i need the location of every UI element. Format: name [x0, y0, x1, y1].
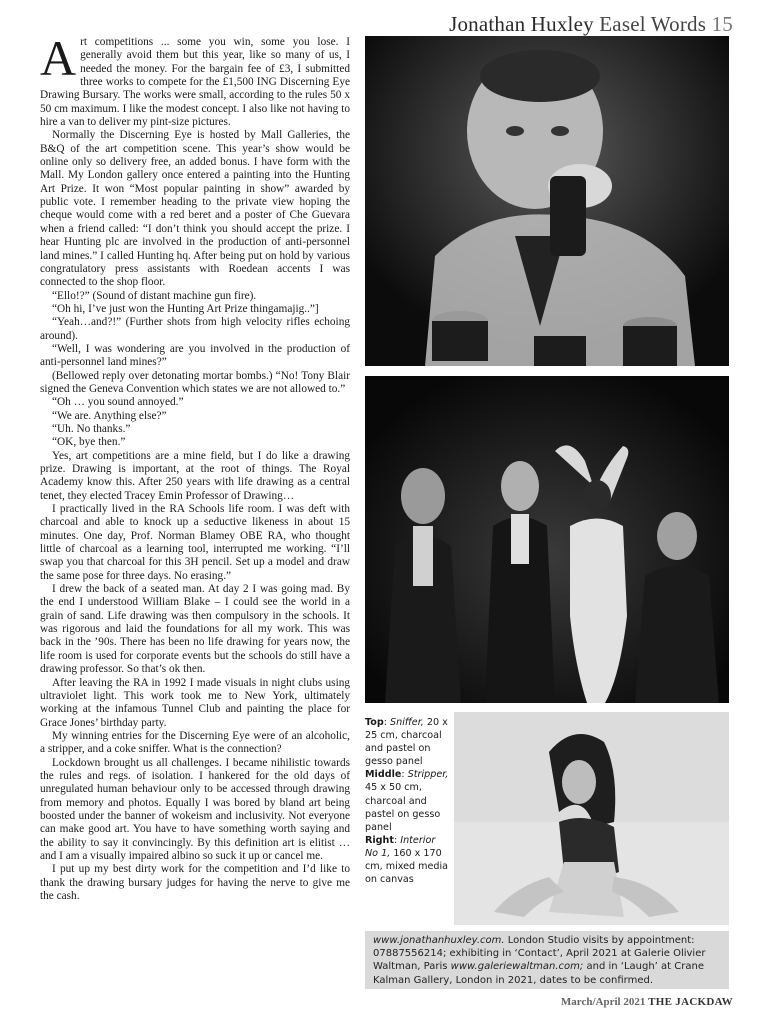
sniffer-drawing: [365, 36, 729, 366]
article-paragraph: (Bellowed reply over detonating mortar bombs.) “No! Tony Blair signed the Geneva Convention which states we are not allowed to.”: [40, 369, 350, 395]
article-paragraph: I drew the back of a seated man. At day 2 I was going mad. By the end I understood William Blake – I could see the world in a grain of sand. Life drawing was then compulsory in the schools. It was rigorous and laid the foundations for all my work. This was back in the ’90s. There has been no life drawing for years now, the life room is used for corporate events but the schools do still have a drawing professor. So that’s ok then.: [40, 583, 350, 676]
artist-info-box: [365, 931, 729, 989]
page-number: 15: [711, 12, 733, 36]
studio-info: London Studio visits by appointment: 07887556214; exhibiting in ‘Contact’, April 2021 at Galerie Olivier Waltman, Paris: [373, 935, 706, 973]
page-header: [449, 12, 733, 37]
interior-painting: [454, 712, 729, 925]
stripper-drawing: [365, 376, 729, 703]
article-paragraph: Art competitions ... some you win, some you lose. I generally avoid them but this year, like so many of us, I needed the money. For the bargain fee of £3, I submitted three works to compete for the £1,500 ING Discerning Eye Drawing Bursary. The works were small, according to the rules 50 x 50 cm maximum. I like the modest concept. I also like not having to hire a van to deliver my pint-size pictures.: [40, 30, 350, 129]
article-paragraph: “OK, bye then.”: [52, 436, 126, 449]
article-paragraph: Lockdown brought us all challenges. I became nihilistic towards the rules and regs. of isolation. I hankered for the old days of unregulated human behaviour only to be accessed through drawing from memory and photos. Equally I was bored by bland art being boosted under the banner of wokeism and inclusivity. Not everyone can make good art. You have to have something worth saying and the ability to say it convincingly. By this definition art is elitist … and I am a visually impaired albino so suck it up or cancel me.: [40, 756, 350, 862]
article-paragraph: My winning entries for the Discerning Eye were of an alcoholic, a stripper, and a coke sniffer. What is the connection?: [40, 729, 350, 756]
drop-cap: A: [40, 30, 77, 86]
article-paragraph: I practically lived in the RA Schools life room. I was deft with charcoal and able to knock up a seductive likeness in about 15 minutes. One day, Prof. Norman Blamey OBE RA, who thought little of charcoal as a learning tool, interrupted me working. “I’ll swap you that charcoal for this 3H pencil. Set up a model and draw the same pose for three days. No erasing.”: [40, 503, 350, 582]
article-paragraph: “Oh … you sound annoyed.”: [52, 396, 184, 409]
author-name: Jonathan Huxley: [449, 12, 594, 36]
article-paragraph: I put up my best dirty work for the competition and I’d like to thank the drawing bursary judges for having the nerve to give me the cash.: [40, 863, 350, 902]
article-body: [40, 30, 350, 991]
article-paragraph: “Oh hi, I’ve just won the Hunting Art Prize thingamajig..”]: [52, 302, 319, 315]
article-paragraph: “Yeah…and?!” (Further shots from high velocity rifles echoing around).: [40, 316, 350, 342]
page-footer: [561, 996, 733, 1008]
artist-website-link[interactable]: www.jonathanhuxley.com.: [373, 935, 505, 946]
caption-middle: Middle: Stripper, 45 x 50 cm, charcoal and pastel on gesso panel: [365, 769, 449, 833]
artwork-sniffer: [365, 36, 729, 366]
exhibition-info: and in ‘Laugh’ at Crane Kalman Gallery, London in 2021, dates to be confirmed.: [373, 961, 704, 986]
article-paragraph: “Ello!?” (Sound of distant machine gun fire).: [52, 289, 257, 302]
gallery-website-link[interactable]: www.galeriewaltman.com;: [450, 961, 584, 973]
article-paragraph: “We are. Anything else?”: [52, 409, 167, 422]
caption-right: Right: Interior No 1, 160 x 170 cm, mixed media on canvas: [365, 834, 449, 886]
publication-name: THE JACKDAW: [648, 996, 733, 1008]
artwork-interior-no-1: [454, 712, 729, 925]
artwork-captions: [365, 716, 451, 886]
article-paragraph: Normally the Discerning Eye is hosted by Mall Galleries, the B&Q of the art competition scene. This year’s show would be online only so delivery free, an added bonus. I have form with the Mall. My London gallery once entered a painting into the Hunting Art Prize. It won “Most popular painting in show” awarded by public vote. I remember heading to the private view hoping the cheque would come with a red beret and a poster of Che Guevara when a friend called: “I don’t think you should accept the prize. I hear Hunting plc are involved in the production of anti-personnel land mines.” I called Hunting hq. After being put on hold by various congratulatory press assistants with Roedean accents I was connected to the shop floor.: [40, 129, 350, 289]
caption-top: Top: Sniffer, 20 x 25 cm, charcoal and pastel on gesso panel: [365, 717, 448, 768]
section-name: Easel Words: [599, 12, 707, 36]
article-paragraph: “Uh. No thanks.”: [52, 422, 131, 435]
artwork-stripper: [365, 376, 729, 703]
article-paragraph: “Well, I was wondering are you involved in the production of anti-personnel land mines?”: [40, 342, 350, 369]
article-paragraph: After leaving the RA in 1992 I made visuals in night clubs using ultraviolet light. This work took me to New York, ultimately working at the infamous Tunnel Club and painting the place for Grace Jones’ birthday party.: [40, 676, 350, 729]
issue-date: March/April 2021: [560, 996, 646, 1008]
article-paragraph: Yes, art competitions are a mine field, but I do like a drawing prize. Drawing is important, at the root of things. The Royal Academy know this. After 250 years with life drawing as a central tenet, they elected Tracey Emin Professor of Drawing…: [40, 449, 350, 502]
